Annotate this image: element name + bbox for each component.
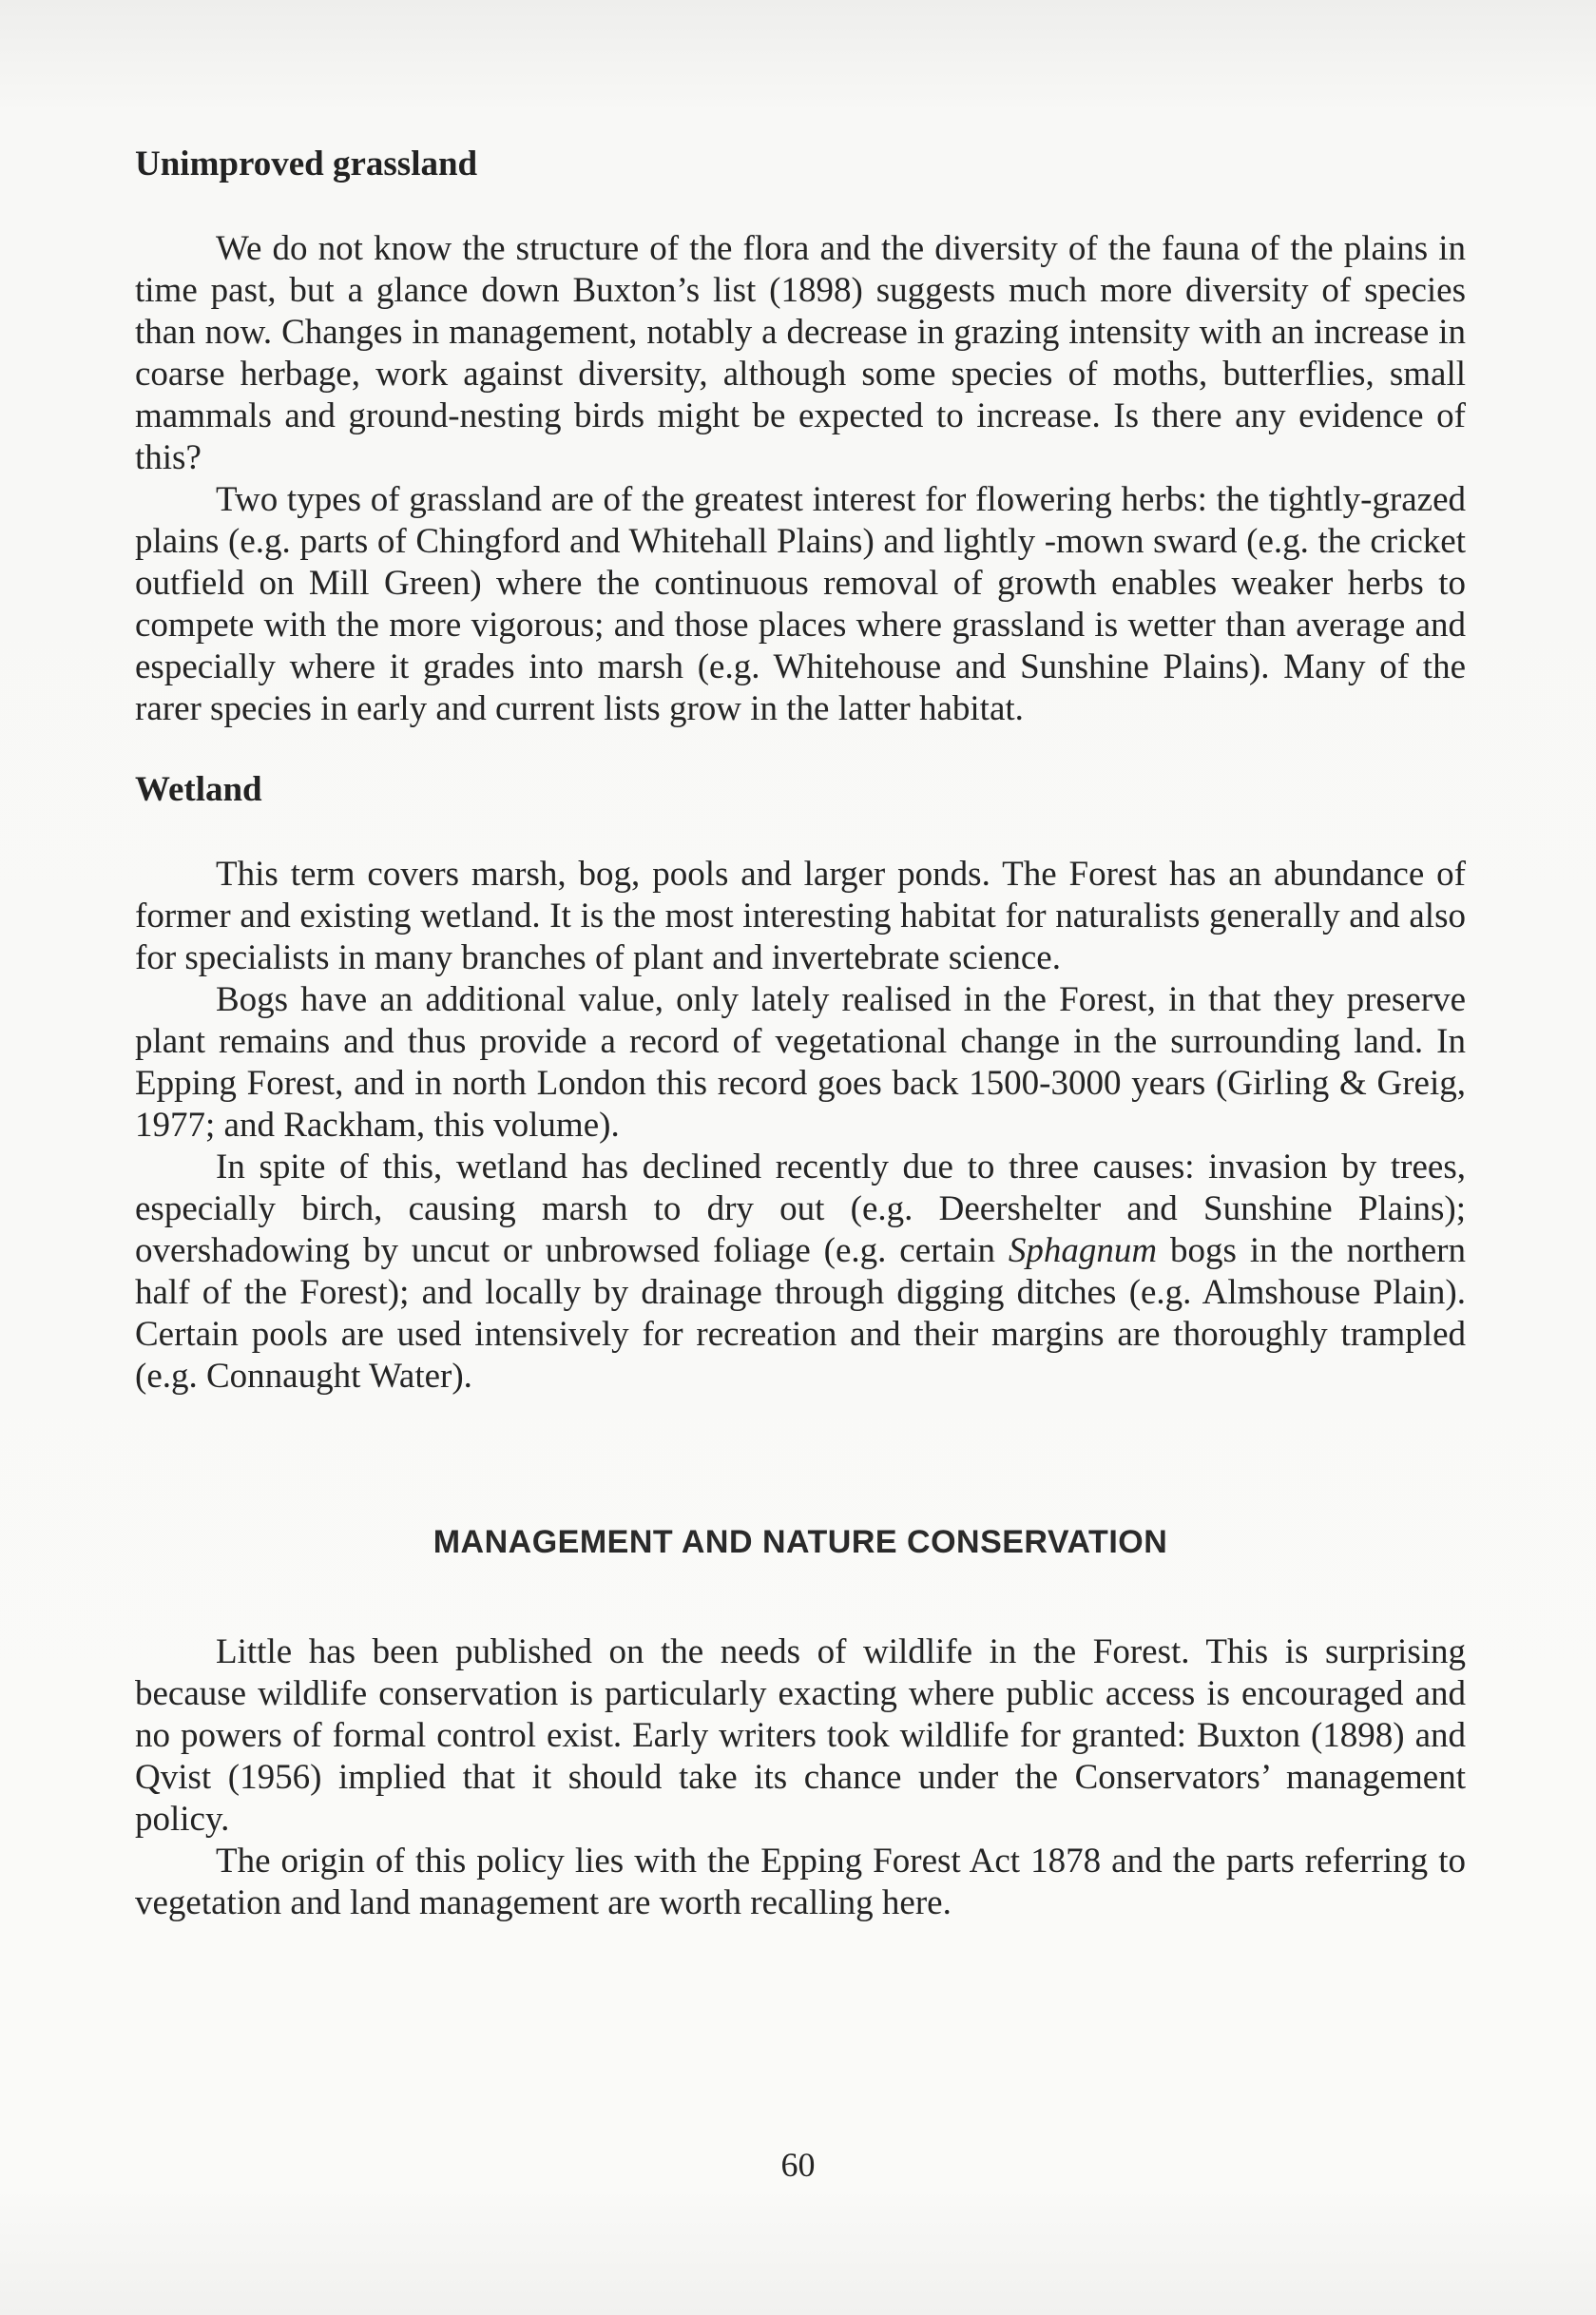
paragraph-wetland-2: Bogs have an additional value, only lately realised in the Forest, in that they preserve plant remains and thus provide a record of vegetational change in the surrounding land. In Epping Forest, and in north London this record goes back 1500-3000 years (Girling & Greig, 1977; and Rackham, this volume). (135, 980, 1466, 1145)
heading-unimproved-grassland: Unimproved grassland (135, 145, 478, 183)
paragraph-management-2: The origin of this policy lies with the Epping Forest Act 1878 and the parts referring to vegetation and land management are worth recalling here. (135, 1842, 1466, 1922)
section-title-management: MANAGEMENT AND NATURE CONSERVATION (433, 1524, 1168, 1560)
paragraph-wetland-3-end: bogs in the northern half of the Forest); and locally by drainage through digging ditches (e.g. Almshouse Plain). Certain pools are used intensively for recreation and their margins are thoroughly trampled (e.g. Connaught Water). (135, 1231, 1466, 1396)
paragraph-wetland-3-start: In spite of this, wetland has declined recently due to three causes: invasion by trees, especially birch, causing marsh to dry out (e.g. Deershelter and Sunshine Plains); overshadowing by uncut or unbrowsed foliage (e.g. certain (135, 1148, 1466, 1270)
paragraph-wetland-1: This term covers marsh, bog, pools and larger ponds. The Forest has an abundance of former and existing wetland. It is the most interesting habitat for naturalists generally and also for specialists in many branches of plant and invertebrate science. (135, 855, 1466, 977)
page-content (135, 143, 1466, 1924)
paragraph-wetland-3 (135, 1147, 1466, 1398)
paragraph-grassland-1: We do not know the structure of the flora and the diversity of the fauna of the plains in time past, but a glance down Buxton’s list (1898) suggests much more diversity of species than now. Changes in management, notably a decrease in grazing intensity with an increase in coarse herbage, work against diversity, although some species of moths, butterflies, small mammals and ground-nesting birds might be expected to increase. Is there any evidence of this? (135, 229, 1466, 477)
page-number: 60 (780, 2146, 816, 2184)
species-name-sphagnum: Sphagnum (1008, 1231, 1158, 1270)
heading-wetland: Wetland (135, 770, 262, 809)
paragraph-grassland-2: Two types of grassland are of the greatest interest for flowering herbs: the tightly-grazed plains (e.g. parts of Chingford and Whitehall Plains) and lightly -mown sward (e.g. the cricket outfield on Mill Green) where the continuous removal of growth enables weaker herbs to compete with the more vigorous; and those places where grassland is wetter than average and especially where it grades into marsh (e.g. Whitehouse and Sunshine Plains). Many of the rarer species in early and current lists grow in the latter habitat. (135, 480, 1466, 728)
paragraph-management-1: Little has been published on the needs of wildlife in the Forest. This is surprising because wildlife conservation is particularly exacting where public access is encouraged and no powers of formal control exist. Early writers took wildlife for granted: Buxton (1898) and Qvist (1956) implied that it should take its chance under the Conservators’ management policy. (135, 1632, 1466, 1839)
